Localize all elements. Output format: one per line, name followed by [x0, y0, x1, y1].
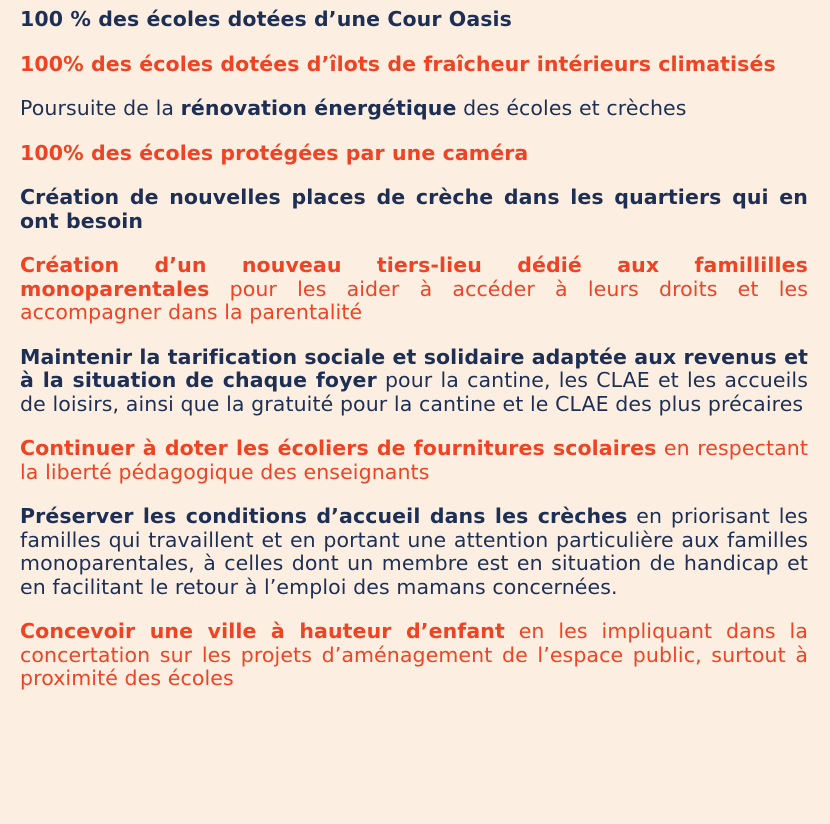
- item-bold: Maintenir la tarification sociale et solidaire adaptée aux revenus et à la situation de chaque foyer: [20, 344, 808, 392]
- item-lead: Poursuite de la: [20, 96, 181, 120]
- item-ville-enfant: [20, 620, 808, 691]
- item-bold: Continuer à doter les écoliers de fournitures scolaires: [20, 436, 657, 460]
- item-bold: Création d’un nouveau tiers-lieu dédié aux famillilles monoparentales: [20, 253, 808, 301]
- item-rest: en priorisant les familles qui travaillent et en portant une attention particulière aux familles monoparentales, à celles dont un membre est en situation de handicap et en facilitant le retour à l’emploi des mamans concernées.: [20, 504, 808, 599]
- item-places-creche: [20, 186, 808, 233]
- item-fournitures-scolaires: [20, 437, 808, 484]
- item-rest: pour les aider à accéder à leurs droits et les accompagner dans la parentalité: [20, 276, 808, 324]
- item-bold: 100% des écoles protégées par une caméra: [20, 140, 529, 165]
- item-bold: Préserver les conditions d’accueil dans les crèches: [20, 504, 628, 528]
- item-rest: des écoles et crèches: [456, 96, 687, 120]
- item-rest: en les impliquant dans la concertation sur les projets d’aménagement de l’espace public, surtout à proximité des écoles: [20, 619, 809, 690]
- item-rest: en respectant la liberté pédagogique des enseignants: [20, 436, 808, 484]
- item-accueil-creches: [20, 505, 808, 599]
- item-ilots-fraicheur: [20, 53, 808, 77]
- item-tarification-sociale: [20, 346, 808, 417]
- item-tiers-lieu: [20, 254, 808, 325]
- item-renovation-energetique: [20, 97, 808, 121]
- item-bold: 100 % des écoles dotées d’une Cour Oasis: [20, 7, 512, 31]
- item-bold: Concevoir une ville à hauteur d’enfant: [20, 619, 505, 643]
- item-camera: [20, 142, 808, 166]
- item-bold: 100% des écoles dotées d’îlots de fraîcheur intérieurs climatisés: [20, 51, 776, 76]
- item-rest: pour la cantine, les CLAE et les accueils de loisirs, ainsi que la gratuité pour la cantine et le CLAE des plus précaires: [20, 368, 808, 416]
- item-bold: Création de nouvelles places de crèche dans les quartiers qui en ont besoin: [20, 185, 808, 233]
- item-cour-oasis: [20, 8, 808, 32]
- item-bold: rénovation énergétique: [180, 96, 457, 120]
